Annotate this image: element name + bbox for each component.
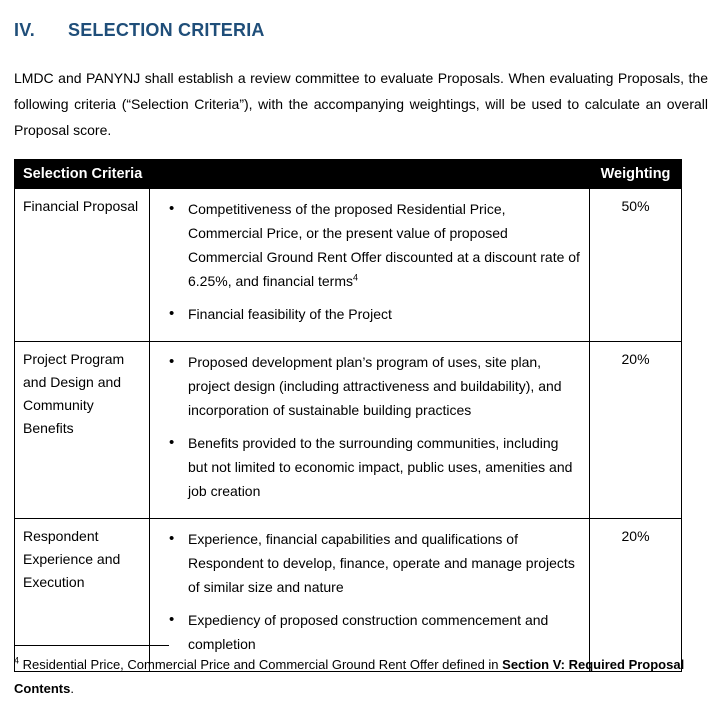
- criteria-cell: Project Program and Design and Community Benefits: [15, 342, 150, 519]
- table-row: [15, 342, 682, 519]
- footnote-text: Residential Price, Commercial Price and Commercial Ground Rent Offer defined in: [19, 657, 503, 672]
- bullet-item: [158, 350, 581, 422]
- section-number: IV.: [14, 20, 35, 40]
- bullet-item: [158, 197, 581, 293]
- bullet-list: [158, 197, 581, 326]
- weighting-cell: 50%: [590, 189, 682, 342]
- footnote-reference: 4: [352, 272, 358, 283]
- bullet-list: [158, 527, 581, 656]
- bullet-text: Proposed development plan’s program of uses, site plan, project design (including attractiveness and buildability), and incorporation of sustainable building practices: [188, 354, 562, 418]
- bullet-item: [158, 527, 581, 599]
- footnote-period: .: [70, 681, 74, 696]
- bullet-text: Competitiveness of the proposed Residential Price, Commercial Price, or the present value of proposed Commercial Ground Rent Offer discounted at a discount rate of 6.25%, and financial terms: [188, 201, 580, 289]
- section-title: SELECTION CRITERIA: [68, 20, 265, 40]
- selection-criteria-table: [14, 159, 682, 672]
- bullet-list: [158, 350, 581, 503]
- bullet-text: Financial feasibility of the Project: [188, 306, 392, 322]
- criteria-cell: Financial Proposal: [15, 189, 150, 342]
- details-cell: [150, 189, 590, 342]
- details-cell: [150, 342, 590, 519]
- bullet-text: Expediency of proposed construction commencement and completion: [188, 612, 549, 652]
- bullet-item: [158, 431, 581, 503]
- criteria-cell: Respondent Experience and Execution: [15, 519, 150, 672]
- intro-paragraph: LMDC and PANYNJ shall establish a review committee to evaluate Proposals. When evaluating Proposals, the following criteria (“Selection Criteria”), with the accompanying weightings, will be used to calculate an overall Proposal score.: [14, 70, 708, 138]
- footnote-marker: 4: [14, 655, 20, 666]
- weighting-cell: 20%: [590, 519, 682, 672]
- footnote: [14, 653, 708, 701]
- bullet-item: [158, 302, 581, 326]
- bullet-text: Benefits provided to the surrounding communities, including but not limited to economic impact, public uses, amenities and job creation: [188, 435, 573, 499]
- footnote-block: [14, 645, 708, 701]
- table-header-row: [15, 160, 682, 189]
- footnote-separator: [14, 645, 169, 646]
- footnote-bold-text: Section V: Required Proposal Contents: [14, 657, 685, 696]
- bullet-text: Experience, financial capabilities and qualifications of Respondent to develop, finance, operate and manage projects of similar size and nature: [188, 531, 575, 595]
- table-row: [15, 189, 682, 342]
- header-selection-criteria: Selection Criteria: [15, 160, 590, 189]
- header-weighting: Weighting: [590, 160, 682, 189]
- section-heading: [14, 20, 708, 41]
- weighting-cell: 20%: [590, 342, 682, 519]
